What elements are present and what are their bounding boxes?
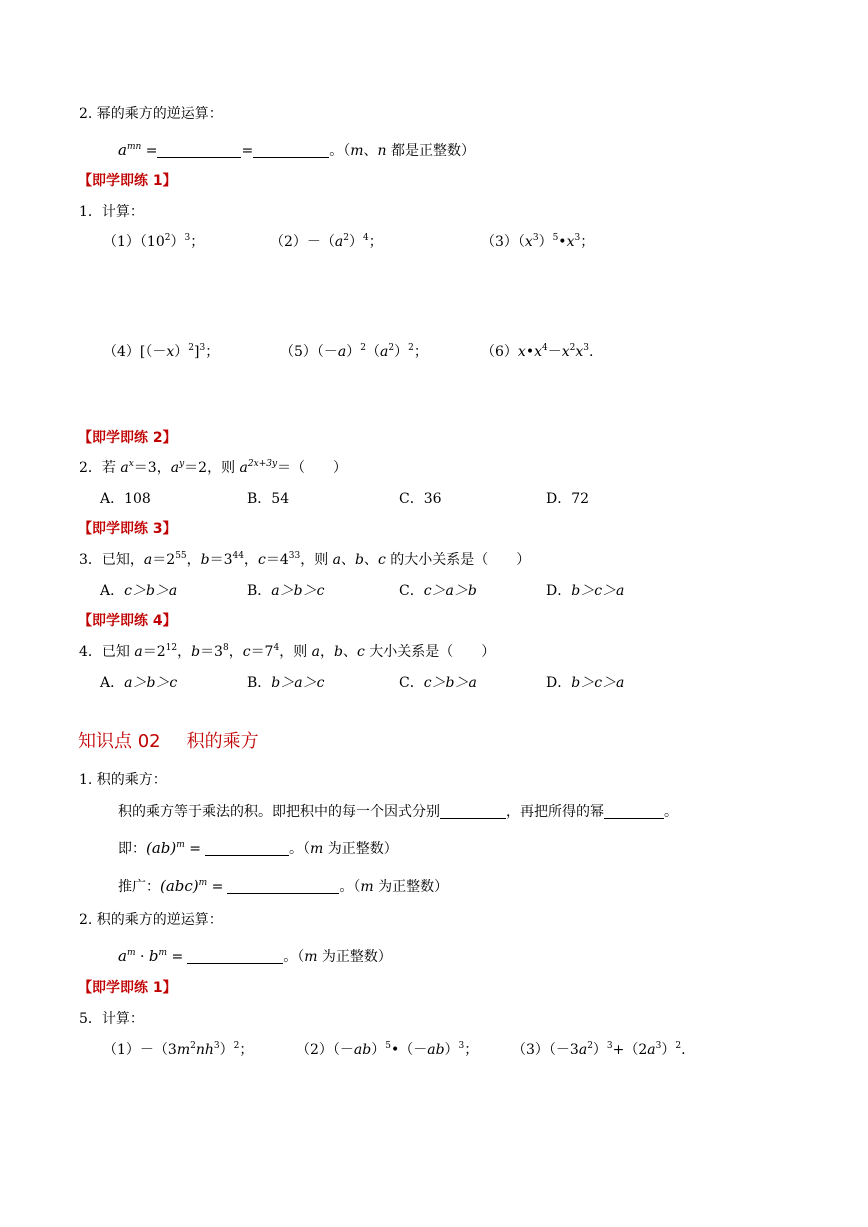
option-d[interactable]: D．72 [546,491,590,507]
calc-item-4: $(4)[(-x)^2]^3$； [103,343,220,360]
question-number: 5．计算： [79,1011,144,1027]
practice-tag: 【即学即练 3】 [78,521,177,537]
equals-sign: = [241,143,254,159]
calc5-item-1: $(1)-(3m^2nh^3)^2$； [103,1041,254,1058]
question-number: 1．计算： [79,204,144,220]
option-c[interactable]: C．c＞a＞b [399,583,477,599]
practice-tag: 【即学即练 1】 [78,980,177,996]
option-b[interactable]: B．54 [247,491,290,507]
option-c[interactable]: C．c＞b＞a [399,675,477,691]
calc5-item-2: $(2)(-ab)^5•(-ab)^3$； [296,1041,479,1058]
practice-tag: 【即学即练 1】 [78,173,177,189]
power-inverse-formula [118,140,475,161]
power-inverse-heading: 2. 幂的乘方的逆运算： [79,106,223,122]
practice-tag: 【即学即练 4】 [78,613,177,629]
note: 都是正整数） [386,143,475,159]
answer-blank[interactable] [157,143,241,158]
calc-item-5: $(5)(-a)^2(a^2)^2$； [280,343,428,360]
calc5-item-3: $(3)(-3a^2)^3+(2a^3)^2$. [512,1041,686,1058]
kp-number: 知识点 02 [78,731,161,752]
answer-blank[interactable] [253,143,329,158]
kp-description: 积的乘方等于乘法的积。即把积中的每一个因式分别 ，再把所得的幂 。 [118,804,678,820]
kp-text: 积的乘方 [186,731,259,752]
answer-blank[interactable] [187,949,283,964]
option-a[interactable]: A．c＞b＞a [100,583,178,599]
question-2: 2．若 $a^x=3$，$a^y=2$，则 $a^{2x+3y}=$（ ） [79,459,348,476]
option-c[interactable]: C．36 [399,491,442,507]
kp-inverse-formula: $a^m \cdot b^m$ = 。（m 为正整数） [118,947,392,965]
practice-tag: 【即学即练 2】 [78,430,177,446]
kp-tuiguang-formula: 推广：(abc)$^m$ = 。（m 为正整数） [118,877,449,895]
option-b[interactable]: B．a＞b＞c [247,583,325,599]
note: 、 [363,143,378,159]
equals-sign: = [145,143,158,159]
option-b[interactable]: B．b＞a＞c [247,675,325,691]
question-4: 4．已知 $a=2^{12}$，$b=3^8$，$c=7^4$，则 a，b、c 大小关系是（ ） [79,643,496,660]
answer-blank[interactable] [440,804,506,819]
kp-ji-formula: 即：(ab)$^m$ = 。（m 为正整数） [118,839,398,857]
formula-exponent: mn [126,142,142,152]
question-3: 3．已知，$a=2^{55}$，$b=3^{44}$，$c=4^{33}$，则 a、b、c 的大小关系是（ ） [79,551,531,568]
kp-heading-1: 1. 积的乘方： [79,772,167,788]
option-a[interactable]: A．108 [100,491,151,507]
calc-item-2: $(2)-(a^2)^4$； [270,233,383,250]
calc-item-6: $(6)x•x^4-x^2x^3$. [481,343,594,360]
note: 。（ [329,143,351,159]
answer-blank[interactable] [604,804,664,819]
answer-blank[interactable] [205,841,289,856]
kp-heading-2: 2. 积的乘方的逆运算： [79,912,223,928]
calc-item-1: $(1)(10^2)^3$； [103,233,205,250]
option-d[interactable]: D．b＞c＞a [546,675,625,691]
option-a[interactable]: A．a＞b＞c [100,675,178,691]
note-var: n [377,143,387,159]
note-var: m [350,143,364,159]
answer-blank[interactable] [227,879,339,894]
option-d[interactable]: D．b＞c＞a [546,583,625,599]
calc-item-3: $(3)(x^3)^5•x^3$； [481,233,595,250]
formula-base: a [118,141,127,159]
knowledge-point-title [78,732,259,752]
